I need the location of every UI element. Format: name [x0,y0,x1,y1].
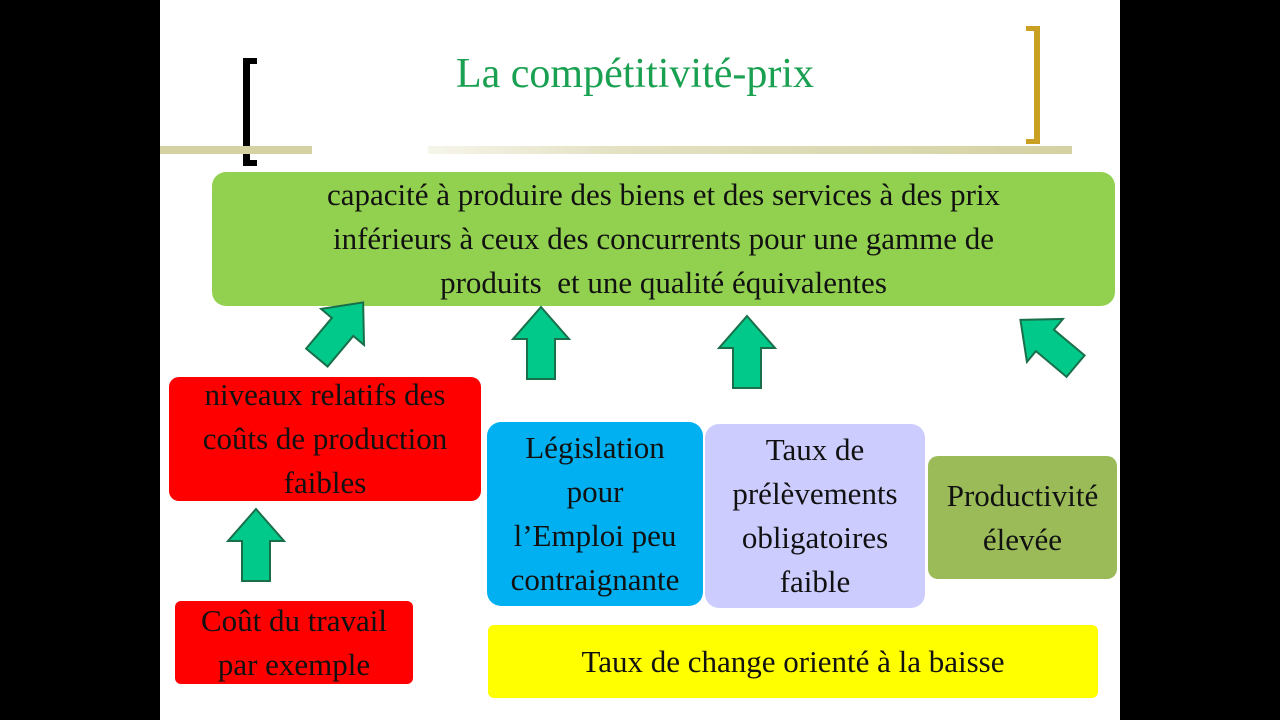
slide [160,0,1120,720]
definition-line: inférieurs à ceux des concurrents pour une gamme de [332,221,995,256]
slide-title: La compétitivité-prix [455,51,815,97]
productivity-box [928,456,1117,579]
labour-cost-line: par exemple [217,646,371,682]
productivity-line: élevée [982,521,1063,557]
up-arrow-icon [226,507,286,583]
production-costs-line: coûts de production [202,421,448,456]
labour-cost-line: Coût du travail [201,602,387,638]
employment-legislation-line: pour [566,474,624,509]
mandatory-levies-line: Taux de [765,432,865,467]
mandatory-levies-line: faible [779,564,851,599]
title-rule-left [160,146,312,154]
right-bracket-decoration [1026,26,1040,144]
exchange-rate-box [488,625,1098,698]
title-rule-right [428,146,1072,154]
mandatory-levies-line: prélèvements [732,476,898,511]
productivity-line: Productivité [946,477,1099,513]
exchange-rate-line: Taux de change orienté à la baisse [581,643,1005,679]
employment-legislation-line: contraignante [510,562,680,597]
mandatory-levies-box [705,424,925,608]
production-costs-line: faibles [283,465,367,500]
employment-legislation-box [487,422,703,606]
production-costs-line: niveaux relatifs des [204,377,446,412]
up-arrow-icon [717,314,777,390]
labour-cost-box [175,601,413,684]
employment-legislation-line: l’Emploi peu [513,518,677,553]
up-arrow-icon [1000,296,1097,391]
definition-line: capacité à produire des biens et des services à des prix [326,177,1001,212]
definition-line: produits et une qualité équivalentes [440,265,887,300]
mandatory-levies-line: obligatoires [741,520,889,555]
production-costs-box [169,377,481,501]
up-arrow-icon [511,305,571,381]
employment-legislation-line: Législation [525,430,665,465]
